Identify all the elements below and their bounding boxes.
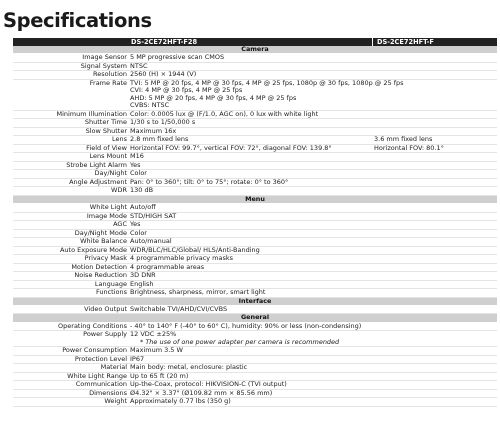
row-value: 2560 (H) × 1944 (V): [130, 70, 197, 79]
table-row: [13, 145, 497, 154]
row-value: Color: [130, 169, 147, 178]
row-label: Field of View: [86, 143, 127, 152]
row-label: Shutter Time: [84, 118, 127, 127]
table-row: [13, 204, 497, 213]
row-value-b: 3.6 mm fixed lens: [374, 135, 433, 144]
table-row: [13, 356, 497, 365]
row-value: Maximum 3.5 W: [130, 346, 183, 355]
table-row: [13, 331, 497, 347]
row-value: - 40° to 140° F (-40° to 60° C), humidity: 90% or less (non-condensing): [130, 321, 362, 330]
row-label: Signal System: [80, 61, 127, 70]
row-value: WDR/BLC/HLC/Global/ HLS/Anti-Banding: [130, 245, 260, 254]
row-value: Main body: metal, enclosure: plastic: [130, 363, 248, 372]
table-row: [13, 63, 497, 72]
table-row: [13, 390, 497, 399]
row-value-a: Horizontal FOV: 99.7°, vertical FOV: 72°, diagonal FOV: 139.8°: [130, 143, 332, 152]
row-value-b: Horizontal FOV: 80.1°: [374, 143, 444, 152]
row-label: Auto Exposure Mode: [59, 245, 127, 254]
row-value: English: [130, 279, 154, 288]
table-row: [13, 272, 497, 281]
row-label: Angle Adjustment: [69, 177, 127, 186]
row-label: Lens Mount: [89, 152, 127, 161]
row-label: Protection Level: [74, 354, 127, 363]
row-value: Color: 0.0005 lux @ (F/1.0, AGC on), 0 lux with white light: [130, 109, 319, 118]
row-label: Dimensions: [89, 388, 127, 397]
row-label: WDR: [111, 186, 127, 195]
frame-rate-cvi: CVI: 4 MP @ 30 fps, 4 MP @ 25 fps: [130, 86, 243, 95]
section-menu: Menu: [13, 196, 497, 204]
row-value: Brightness, sharpness, mirror, smart light: [130, 288, 266, 297]
row-label: Material: [100, 363, 127, 372]
row-label: Noise Reduction: [74, 271, 127, 280]
row-label: Motion Detection: [71, 262, 127, 271]
row-value: Approximately 0.77 lbs (350 g): [130, 397, 231, 406]
row-label: Power Consumption: [62, 346, 127, 355]
table-row: [13, 398, 497, 407]
row-label: White Balance: [80, 237, 127, 246]
row-label: Slow Shutter: [85, 126, 127, 135]
power-supply-note: * The use of one power adapter per camera is recommended: [140, 337, 340, 346]
row-label: Day/Night Mode: [74, 228, 127, 237]
row-label: Day/Night: [94, 169, 127, 178]
row-label: Image Sensor: [82, 53, 127, 62]
row-value: Up to 65 ft (20 m): [130, 371, 189, 380]
page-title: Specifications: [3, 9, 152, 32]
row-value: Switchable TVI/AHD/CVI/CVBS: [130, 304, 228, 313]
row-value: 130 dB: [130, 186, 154, 195]
row-label: Operating Conditions: [58, 321, 127, 330]
row-label: Lens: [111, 135, 127, 144]
section-interface: Interface: [13, 298, 497, 306]
spec-table: [13, 38, 497, 407]
row-value: Maximum 16x: [130, 126, 177, 135]
row-value: 3D DNR: [130, 271, 156, 280]
row-value: Color: [130, 228, 147, 237]
row-label: Frame Rate: [89, 78, 127, 87]
row-value: Pan: 0° to 360°; tilt: 0° to 75°; rotate: 0° to 360°: [130, 177, 289, 186]
row-value: [130, 80, 497, 110]
row-label: AGC: [113, 220, 127, 229]
row-label: Resolution: [93, 70, 127, 79]
table-row: [13, 80, 497, 111]
row-label: Video Output: [84, 304, 127, 313]
power-supply-value: 12 VDC ±25%: [130, 330, 177, 339]
row-value: [130, 331, 497, 346]
row-value: Auto/manual: [130, 237, 172, 246]
row-value: Auto/off: [130, 203, 156, 212]
row-label: Strobe Light Alarm: [66, 160, 127, 169]
row-label: Minimum Illumination: [56, 109, 127, 118]
model-a-header: DS-2CE72HFT-F28: [131, 38, 198, 46]
section-general: General: [13, 314, 497, 322]
row-label: White Light: [89, 203, 127, 212]
row-value: Yes: [130, 160, 141, 169]
row-label: Image Mode: [86, 211, 127, 220]
row-label: Power Supply: [83, 330, 127, 339]
row-label: Weight: [104, 397, 127, 406]
row-value: 4 programmable areas: [130, 262, 205, 271]
row-label: Language: [94, 279, 127, 288]
row-value: Yes: [130, 220, 141, 229]
row-value: STD/HIGH SAT: [130, 211, 177, 220]
row-value: 4 programmable privacy masks: [130, 254, 234, 263]
row-label: Privacy Mask: [84, 254, 127, 263]
row-label: White Light Range: [67, 371, 127, 380]
row-value: Up-the-Coax, protocol: HIKVISION-C (TVI output): [130, 380, 287, 389]
row-value: 5 MP progressive scan CMOS: [130, 53, 225, 62]
frame-rate-ahd: AHD: 5 MP @ 20 fps, 4 MP @ 30 fps, 4 MP @ 25 fps: [130, 93, 297, 102]
frame-rate-cvbs: CVBS: NTSC: [130, 101, 170, 110]
row-label: Functions: [95, 288, 127, 297]
row-value: 1/30 s to 1/50,000 s: [130, 118, 196, 127]
row-value: M16: [130, 152, 144, 161]
table-row: [13, 179, 497, 188]
table-row: [13, 162, 497, 171]
row-label: Communication: [75, 380, 127, 389]
row-value: Ø4.32" × 3.37" (Ø109.82 mm × 85.56 mm): [130, 388, 273, 397]
row-value: IP67: [130, 354, 145, 363]
row-value-a: 2.8 mm fixed lens: [130, 135, 189, 144]
section-camera: Camera: [13, 46, 497, 54]
model-b-header: DS-2CE72HFT-F: [372, 38, 497, 46]
row-value: NTSC: [130, 61, 148, 70]
table-row: [13, 213, 497, 222]
frame-rate-tvi: TVI: 5 MP @ 20 fps, 4 MP @ 30 fps, 4 MP @ 25 fps, 1080p @ 30 fps, 1080p @ 25 fps: [130, 78, 404, 87]
